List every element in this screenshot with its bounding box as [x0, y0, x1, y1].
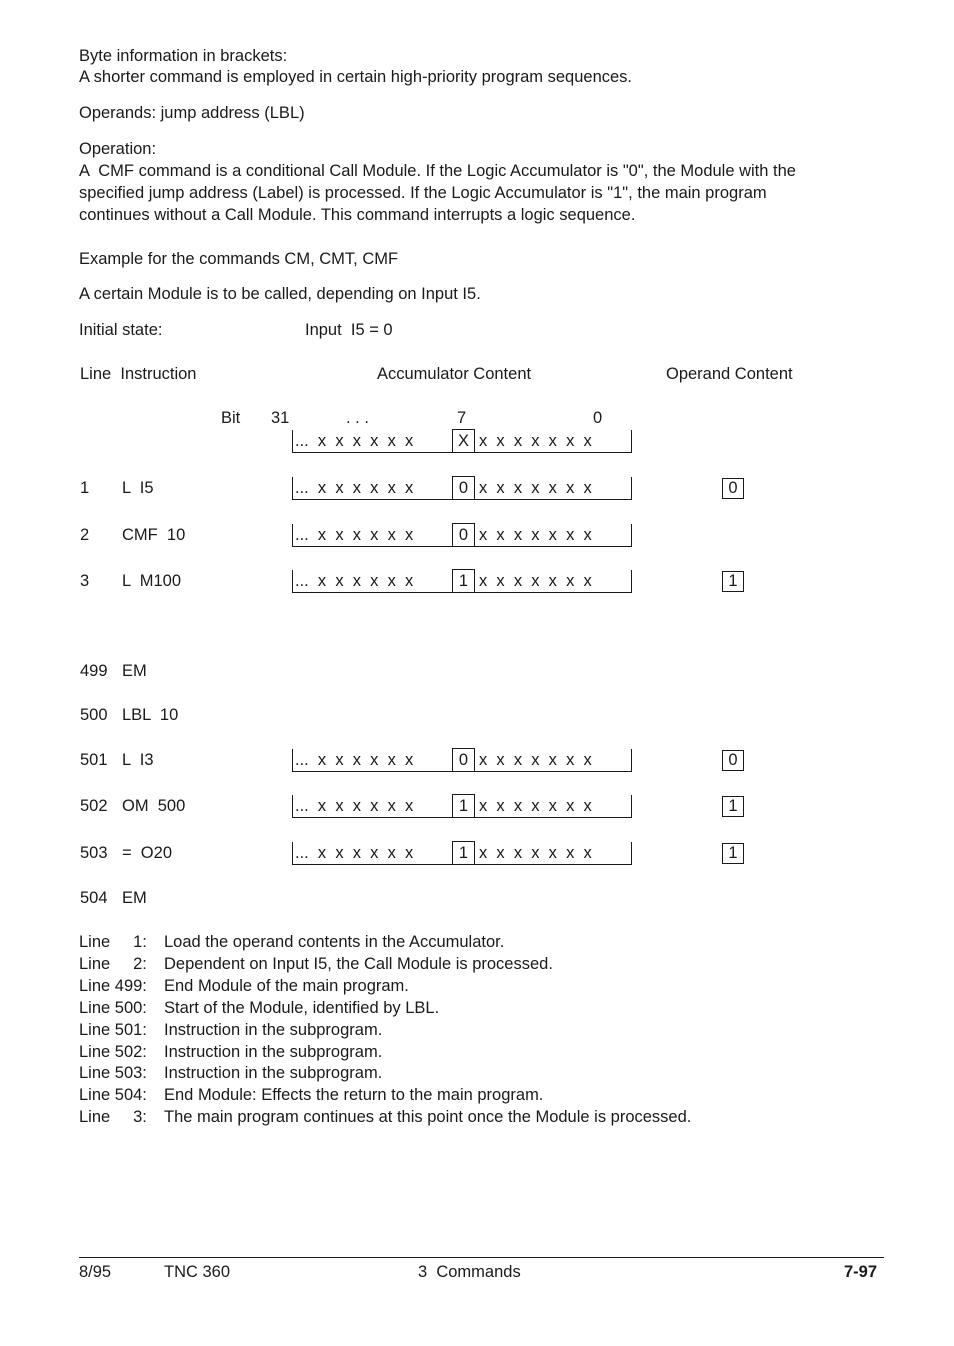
accumulator-row — [292, 570, 632, 593]
row-instruction: EM — [122, 662, 147, 680]
note-text: End Module of the main program. — [164, 977, 409, 995]
accumulator-header — [292, 430, 632, 453]
operation-text-1: A CMF command is a conditional Call Module. If the Logic Accumulator is "0", the Module with the — [79, 162, 796, 180]
row-line-number: 504 — [80, 889, 108, 907]
note-text: Instruction in the subprogram. — [164, 1043, 383, 1061]
note-text: The main program continues at this point once the Module is processed. — [164, 1108, 692, 1126]
note-text: Load the operand contents in the Accumulator. — [164, 933, 505, 951]
operation-text-2: specified jump address (Label) is processed. If the Logic Accumulator is "1", the main program — [79, 184, 767, 202]
bit-31-label: 31 — [271, 409, 290, 427]
note-label: Line 502: — [79, 1043, 147, 1061]
example-heading: Example for the commands CM, CMT, CMF — [79, 250, 399, 268]
accumulator-bit-7: 0 — [452, 476, 475, 500]
note-label: Line 504: — [79, 1086, 147, 1104]
accumulator-low-bits: x x x x x x x — [479, 432, 592, 450]
accumulator-high-bits: ... x x x x x x — [295, 572, 414, 590]
operand-box: 1 — [722, 796, 744, 817]
row-line-number: 499 — [80, 662, 108, 680]
initial-state-label: Initial state: — [79, 321, 163, 339]
note-label: Line 3: — [79, 1108, 147, 1126]
row-line-number: 2 — [80, 526, 90, 544]
footer-date: 8/95 — [79, 1263, 112, 1281]
note-text: Dependent on Input I5, the Call Module is processed. — [164, 955, 553, 973]
row-line-number: 503 — [80, 844, 108, 862]
accumulator-high-bits: ... x x x x x x — [295, 526, 414, 544]
accumulator-high-bits: ... x x x x x x — [295, 751, 414, 769]
operands-text: Operands: jump address (LBL) — [79, 104, 305, 122]
operand-box: 0 — [722, 750, 744, 771]
col-line-instruction: Line Instruction — [80, 365, 197, 383]
row-line-number: 1 — [80, 479, 90, 497]
module-called-text: A certain Module is to be called, depending on Input I5. — [79, 285, 481, 303]
accumulator-row — [292, 749, 632, 772]
accumulator-low-bits: x x x x x x x — [479, 797, 592, 815]
accumulator-low-bits: x x x x x x x — [479, 751, 592, 769]
accumulator-low-bits: x x x x x x x — [479, 479, 592, 497]
accumulator-bit-7: 1 — [452, 569, 475, 593]
footer-chapter: 3 Commands — [418, 1263, 521, 1281]
col-accumulator-content: Accumulator Content — [377, 365, 532, 383]
footer-rule — [79, 1257, 884, 1258]
byte-info-text: Byte information in brackets: — [79, 47, 288, 65]
row-instruction: CMF 10 — [122, 526, 186, 544]
accumulator-high-bits: ... x x x x x x — [295, 432, 414, 450]
row-line-number: 500 — [80, 706, 108, 724]
accumulator-bit-7: 0 — [452, 748, 475, 772]
bit-label: Bit — [221, 409, 241, 427]
note-label: Line 501: — [79, 1021, 147, 1039]
row-instruction: OM 500 — [122, 797, 186, 815]
accumulator-bit-7: 1 — [452, 794, 475, 818]
accumulator-bit-7: X — [452, 429, 475, 453]
note-label: Line 503: — [79, 1064, 147, 1082]
note-label: Line 2: — [79, 955, 147, 973]
operation-text-3: continues without a Call Module. This command interrupts a logic sequence. — [79, 206, 636, 224]
row-instruction: L M100 — [122, 572, 182, 590]
note-text: Start of the Module, identified by LBL. — [164, 999, 440, 1017]
note-text: Instruction in the subprogram. — [164, 1064, 383, 1082]
accumulator-row — [292, 842, 632, 865]
operation-label: Operation: — [79, 140, 157, 158]
initial-state-value: Input I5 = 0 — [305, 321, 393, 339]
accumulator-low-bits: x x x x x x x — [479, 526, 592, 544]
row-line-number: 501 — [80, 751, 108, 769]
note-label: Line 500: — [79, 999, 147, 1017]
footer-product: TNC 360 — [164, 1263, 231, 1281]
row-instruction: EM — [122, 889, 147, 907]
accumulator-bit-7: 0 — [452, 523, 475, 547]
note-label: Line 499: — [79, 977, 147, 995]
row-instruction: = O20 — [122, 844, 172, 862]
operand-box: 0 — [722, 478, 744, 499]
accumulator-low-bits: x x x x x x x — [479, 844, 592, 862]
col-operand-content: Operand Content — [666, 365, 793, 383]
shorter-command-text: A shorter command is employed in certain high-priority program sequences. — [79, 68, 633, 86]
accumulator-high-bits: ... x x x x x x — [295, 797, 414, 815]
accumulator-row — [292, 524, 632, 547]
row-instruction: LBL 10 — [122, 706, 179, 724]
note-text: End Module: Effects the return to the main program. — [164, 1086, 544, 1104]
note-label: Line 1: — [79, 933, 147, 951]
accumulator-high-bits: ... x x x x x x — [295, 479, 414, 497]
accumulator-bit-7: 1 — [452, 841, 475, 865]
bit-7-label: 7 — [457, 409, 467, 427]
operand-box: 1 — [722, 843, 744, 864]
note-text: Instruction in the subprogram. — [164, 1021, 383, 1039]
row-line-number: 3 — [80, 572, 90, 590]
accumulator-row — [292, 795, 632, 818]
bit-dots: . . . — [346, 409, 369, 427]
footer-page-number: 7-97 — [844, 1263, 878, 1281]
row-line-number: 502 — [80, 797, 108, 815]
bit-0-label: 0 — [593, 409, 603, 427]
row-instruction: L I3 — [122, 751, 154, 769]
row-instruction: L I5 — [122, 479, 154, 497]
accumulator-low-bits: x x x x x x x — [479, 572, 592, 590]
operand-box: 1 — [722, 571, 744, 592]
accumulator-high-bits: ... x x x x x x — [295, 844, 414, 862]
accumulator-row — [292, 477, 632, 500]
